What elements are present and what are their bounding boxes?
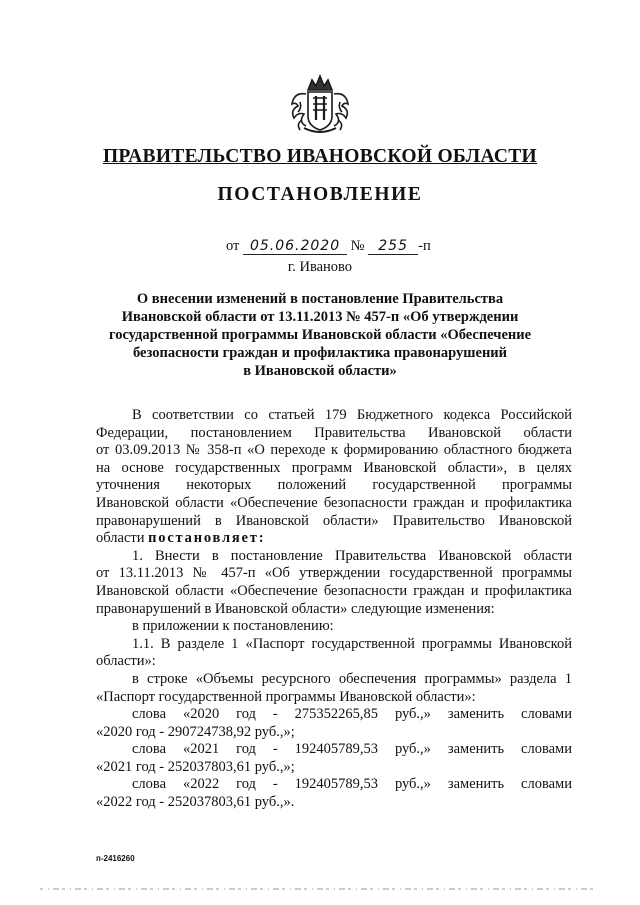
body-line: слова «2022 год - 192405789,53 руб.,» заменить словами [132,776,572,793]
body-line: 1. Внести в постановление Правительства Ивановской области [132,547,572,564]
handwritten-date: 05.06.2020 [243,238,347,255]
body-line: Ивановской области «Обеспечение безопасности граждан и профилактика [96,582,572,599]
subject-line: безопасности граждан и профилактика правонарушений [132,345,508,361]
body-line: области»: [96,653,156,670]
subject-line: Ивановской области от 13.11.2013 № 457-п «Об утверждении [121,309,519,325]
document-code: п-2416260 [96,854,135,863]
body-line: Ивановской области «Обеспечение безопасности граждан и профилактика [96,494,572,511]
body-line: правонарушений в Ивановской области» Правительство Ивановской [96,512,572,529]
city: г. Иваново [287,259,353,275]
resolves-word: постановляет: [148,530,266,547]
body-line: «2021 год - 252037803,61 руб.,»; [96,758,295,775]
body-line: 1.1. В разделе 1 «Паспорт государственной программы Ивановской [132,635,572,652]
number-suffix: -п [418,238,431,254]
document-type: ПОСТАНОВЛЕНИЕ [217,184,423,205]
body-line: слова «2020 год - 275352265,85 руб.,» заменить словами [132,706,572,723]
subject-line: государственной программы Ивановской области «Обеспечение [108,327,532,343]
body-line: правонарушений в Ивановской области» следующие изменения: [96,600,495,617]
document-body [96,407,572,812]
body-line: на основе государственных программ Ивановской области», в целях [96,459,572,476]
number-sign: № [350,238,365,254]
body-line: от 13.11.2013 № 457-п «Об утверждении государственной программы [96,565,572,582]
handwritten-number: 255 [368,238,418,255]
body-line [96,530,572,548]
government-title: ПРАВИТЕЛЬСТВО ИВАНОВСКОЙ ОБЛАСТИ [102,146,538,167]
body-line: уточнения некоторых положений государственной программы [96,477,572,494]
date-number-line [226,238,431,255]
coat-of-arms-icon [286,72,354,136]
body-text: области [96,530,145,547]
body-line: Федерации, постановлением Правительства Ивановской области [96,424,572,441]
body-line: от 03.09.2013 № 358-п «О переходе к формированию областного бюджета [96,442,572,459]
body-line: в приложении к постановлению: [132,618,334,635]
subject-line: О внесении изменений в постановление Правительства [136,291,504,307]
date-prefix: от [226,238,240,254]
body-line: В соответствии со статьей 179 Бюджетного кодекса Российской [132,407,572,423]
body-line: слова «2021 год - 192405789,53 руб.,» заменить словами [132,741,572,758]
body-line: в строке «Объемы ресурсного обеспечения программы» раздела 1 [132,670,572,687]
subject-line: в Ивановской области» [243,363,397,379]
scan-noise-line [40,886,596,892]
body-line: «Паспорт государственной программы Ивановской области»: [96,688,476,705]
body-line: «2022 год - 252037803,61 руб.,». [96,794,295,811]
document-subject [96,290,544,380]
body-line: «2020 год - 290724738,92 руб.,»; [96,723,295,740]
